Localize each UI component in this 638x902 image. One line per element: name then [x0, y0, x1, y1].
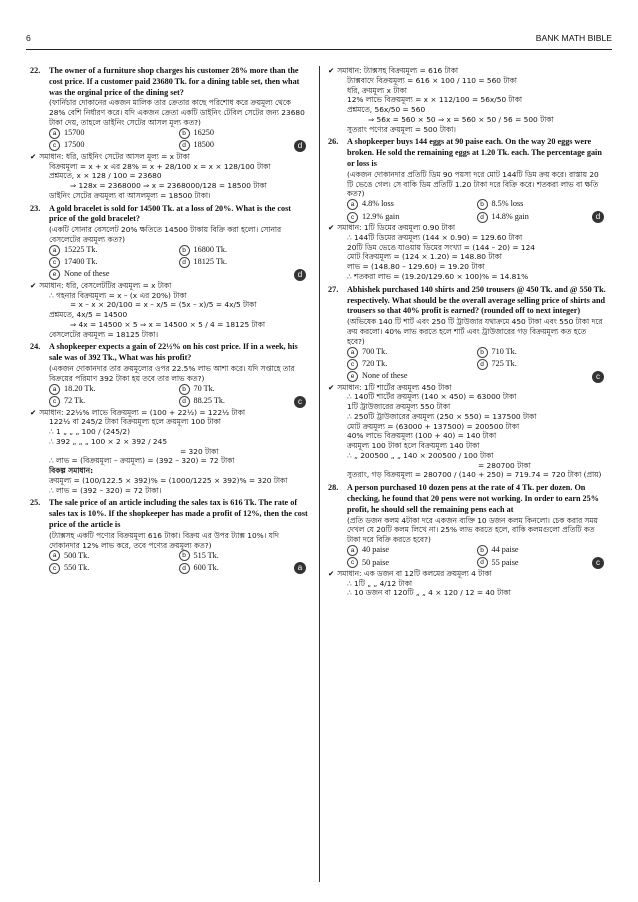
solution-line: ∴ 1 „ „ „ 100 / (245/2) [49, 427, 130, 437]
solution-line: সমাধান: ধরি, ডাইনিং সেটের আসল মূল্য = x টাকা [39, 151, 190, 161]
option-value: 72 Tk. [64, 396, 86, 406]
option-letter: d [179, 563, 190, 574]
option [179, 562, 309, 574]
option [49, 269, 308, 281]
option-value: 710 Tk. [491, 346, 517, 356]
option-value: 17500 [64, 140, 85, 150]
question-22 [30, 66, 308, 201]
solution-line: ∴ গহনার বিক্রয়মূল্য = x – (x এর 20%) টাকা [49, 290, 187, 300]
option-letter: a [49, 384, 60, 395]
option-value: 700 Tk. [362, 346, 388, 356]
option-letter: c [347, 557, 358, 568]
question-27 [328, 285, 606, 480]
solution [328, 569, 606, 598]
question-number: 25. [30, 498, 41, 508]
page-header [26, 33, 612, 47]
option-letter: a [347, 347, 358, 358]
question-text-en: The sale price of an article including the sales tax is 616 Tk. The rate of sales tax is 10%. If the shopkeeper has made a profit of 12%, then the cost price of the article is [49, 498, 308, 530]
solution-line: সমাধান: 22½% লাভে বিক্রয়মূল্য = (100 + 22½) = 122½ টাকা [39, 407, 246, 417]
solution-line: ∴ 392 „ „ „ 100 × 2 × 392 / 245 [49, 436, 168, 446]
option [347, 371, 606, 383]
options [328, 545, 606, 569]
option [49, 245, 179, 256]
question-text-en: Abhishek purchased 140 shirts and 250 trousers @ 450 Tk. and @ 550 Tk. respectively. What should be the overall average selling price of shirts and trousers so that 40% profit is earned? (rounded off to next integer) [347, 284, 606, 316]
option-value: 12.9% gain [362, 211, 400, 221]
header-rule [26, 49, 612, 50]
question-number: 24. [30, 342, 41, 352]
solution [30, 152, 308, 201]
solution-line: সুতরাং পণ্যের ক্রয়মূল্য = 500 টাকা। [347, 124, 456, 134]
check-icon: ✔ [328, 568, 335, 578]
answer-badge: c [592, 557, 604, 569]
option-letter: d [179, 396, 190, 407]
answer-badge: d [294, 269, 306, 281]
option [477, 347, 607, 358]
option-value: 18.20 Tk. [64, 383, 96, 393]
solution-line: সমাধান: 1টি ডিমের ক্রয়মূল্য 0.90 টাকা [337, 223, 456, 233]
option [49, 396, 179, 408]
option-value: 4.8% loss [362, 199, 394, 209]
solution-line: ∴ 10 ডজন বা 120টি „ „ 4 × 120 / 12 = 40 টাকা [347, 588, 511, 598]
option-value: 18500 [193, 140, 214, 150]
option-value: 50 paise [362, 557, 390, 567]
solution-line: 12% লাভে বিক্রয়মূল্য = x × 112/100 = 56x/50 টাকা [347, 95, 523, 105]
answer-badge: d [294, 140, 306, 152]
solution-line: সমাধান: এক ডজন বা 12টি কলমের ক্রয়মূল্য 4 টাকা [337, 568, 492, 578]
solution-line: ∴ 250টি ট্রাউজারের ক্রয়মূল্য (250 × 550) = 137500 টাকা [347, 411, 537, 421]
question-text-bn: (অভিষেক 140 টি শার্ট এবং 250 টি ট্রাউজার যথাক্রমে 450 টাকা এবং 550 টাকা দরে ক্রয় করলো। 40% লাভ করতে হলে শার্ট এবং ট্রাউজারের গড় বিক্রয়মূল্য কত হতে হবে?) [347, 317, 603, 346]
solution-line: সমাধান: ট্যাক্সসহ বিক্রয়মূল্য = 616 টাকা [337, 66, 459, 75]
option [179, 257, 309, 268]
solution-line: = x – x × 20/100 = x – x/5 = (5x – x)/5 = 4x/5 টাকা [70, 300, 257, 310]
option-letter: c [49, 257, 60, 268]
page-number: 6 [26, 33, 31, 43]
solution-line: লাভ = (148.80 – 129.60) = 19.20 টাকা [347, 262, 485, 272]
question-text-bn: (একজন দোকানদার প্রতিটি ডিম 90 পয়সা দরে মোট 144টি ডিম ক্রয় করে। রাস্তায় 20 টি ভেঙে গেল। সে বাকি ডিম প্রতিটি 1.20 টাকা দরে বিক্রি করে। শতকরা লাভ বা ক্ষতি কত?) [347, 169, 599, 199]
check-icon: ✔ [30, 280, 37, 290]
answer-badge: c [294, 396, 306, 408]
options [328, 199, 606, 223]
option-value: None of these [362, 371, 408, 381]
option-value: 44 paise [491, 545, 519, 555]
solution-line: ∴ 144টি ডিমের ক্রয়মূল্য (144 × 0.90) = 129.60 টাকা [347, 232, 523, 242]
option-letter: d [477, 359, 488, 370]
answer-badge: d [592, 211, 604, 223]
options [30, 550, 308, 574]
option [347, 199, 477, 210]
option [477, 211, 607, 223]
option [179, 245, 309, 256]
option-value: 88.25 Tk. [193, 396, 225, 406]
options [328, 347, 606, 383]
option-letter: b [179, 384, 190, 395]
option [179, 140, 309, 152]
option-letter: d [477, 212, 488, 223]
solution-line: ∴ „ 200500 „ „ 140 × 200500 / 100 টাকা [347, 450, 494, 460]
question-25 [30, 498, 308, 574]
options [30, 384, 308, 408]
question-text-en: A person purchased 10 dozen pens at the rate of 4 Tk. per dozen. On checking, he found that 20 pens were not working. In order to earn 25% profit, he should sell the remaining pens each at [347, 483, 599, 514]
solution-line: প্রশ্নমতে, 56x/50 = 560 [347, 105, 426, 115]
solution-line: 1টি ট্রাউজারের ক্রয়মূল্য 550 টাকা [347, 402, 451, 412]
option [49, 128, 179, 139]
check-icon: ✔ [328, 382, 335, 392]
option-letter: c [49, 396, 60, 407]
solution-line: ট্যাক্সবাদে বিক্রয়মূল্য = 616 × 100 / 110 = 560 টাকা [347, 75, 517, 85]
option-value: 515 Tk. [193, 550, 219, 560]
solution-line: মোট ক্রয়মূল্য = (63000 + 137500) = 200500 টাকা [347, 421, 520, 431]
option-letter: c [49, 563, 60, 574]
answer-badge: c [592, 371, 604, 383]
option-letter: d [179, 257, 190, 268]
solution-line: 122½ বা 245/2 টাকা বিক্রয়মূল্য হলে ক্রয়মূল্য 100 টাকা [49, 417, 221, 427]
option [179, 384, 309, 395]
option-letter: a [347, 545, 358, 556]
option-letter: e [49, 269, 60, 280]
option [477, 545, 607, 556]
solution-line: সুতরাং, গড় বিক্রয়মূল্য = 280700 / (140 + 250) = 719.74 = 720 টাকা (প্রায়) [347, 470, 602, 480]
solution-line: বেসলেটের ক্রয়মূল্য = 18125 টাকা। [49, 329, 159, 339]
option-value: 17400 Tk. [64, 256, 98, 266]
solution-line: ⇒ 4x = 14500 × 5 ⇒ x = 14500 × 5 / 4 = 18125 টাকা [70, 319, 265, 329]
option-letter: b [179, 550, 190, 561]
solution-line: ∴ লাভ = (392 – 320) = 72 টাকা। [49, 485, 162, 495]
question-text-bn: (ট্যাক্সসহ একটি পণ্যের বিক্রয়মূল্য 616 টাকা। বিক্রয় এর উপর ট্যাক্স 10%। যদি দোকানদার 12% লাভ করে, তবে পণ্যের ক্রয়মূল্য কত?) [49, 530, 279, 550]
option-letter: b [179, 245, 190, 256]
option [49, 550, 179, 561]
solution-line: প্রশ্নমতে, x × 128 / 100 = 23680 [49, 171, 162, 181]
option-letter: e [347, 371, 358, 382]
option [347, 211, 477, 223]
solution-line: মোট বিক্রয়মূল্য = (124 × 1.20) = 148.80 টাকা [347, 252, 502, 262]
option [49, 257, 179, 268]
option-value: 18125 Tk. [193, 256, 228, 266]
solution-line: সমাধান: 1টি শার্টের ক্রয়মূল্য 450 টাকা [337, 382, 452, 392]
solution [328, 223, 606, 282]
solution-line: বিক্রয়মূল্য = x + x এর 28% = x + 28/100 x = x × 128/100 টাকা [49, 161, 271, 171]
option-letter: c [347, 359, 358, 370]
option [49, 384, 179, 395]
question-number: 26. [328, 137, 339, 147]
option-letter: a [49, 128, 60, 139]
question-23 [30, 204, 308, 340]
solution-line: ∴ 140টি শার্টের ক্রয়মূল্য (140 × 450) = 63000 টাকা [347, 392, 517, 402]
option-letter: b [477, 199, 488, 210]
option-value: 15700 [64, 127, 85, 137]
question-text-bn: (একজন দোকানদার তার ক্রয়মূল্যের ওপর 22.5% লাভ আশা করে। যদি সপ্তাহে তার বিক্রয়ের পরিমাণ 392 টাকা হয় তবে তার লাভ কত?) [49, 364, 295, 383]
question-number: 27. [328, 284, 339, 294]
option-value: 15225 Tk. [64, 244, 98, 254]
option-letter: a [347, 199, 358, 210]
solution-line: 20টি ডিম ভেঙে যাওয়ায় ডিমের সংখ্যা = (144 – 20) = 124 [347, 242, 535, 252]
option-letter: b [477, 347, 488, 358]
option-value: 600 Tk. [193, 563, 219, 573]
option [179, 396, 309, 408]
check-icon: ✔ [30, 151, 37, 161]
question-text-en: A shopkeeper buys 144 eggs at 90 paise each. On the way 20 eggs were broken. He sold the remaining eggs at 1.20 Tk. each. The percentage gain or loss is [347, 137, 602, 169]
question-28 [328, 483, 606, 598]
option-value: 40 paise [362, 545, 390, 555]
option-letter: c [347, 212, 358, 223]
option [347, 347, 477, 358]
solution-line: ধরি, ক্রয়মূল্য x টাকা [347, 85, 407, 95]
solution-line: ক্রয়মূল্য = (100/122.5 × 392)% = (1000/1225 × 392)% = 320 টাকা [49, 475, 288, 485]
option [179, 128, 309, 139]
book-title: BANK MATH BIBLE [535, 33, 612, 43]
solution [328, 383, 606, 481]
question-text-bn: (প্রতি ডজন কলম 4টাকা দরে একজন ব্যক্তি 10 ডজন কলম কিনলো। চেক করার সময় দেখল যে 20টি কলম লিখে না। 25% লাভ করতে হলে, বাকি কলমগুলো প্রতিটি কত টাকা দরে বিক্রি করতে হবে?) [347, 515, 598, 545]
option-value: 500 Tk. [64, 550, 90, 560]
option-letter: a [49, 245, 60, 256]
solution-line: বিকল্প সমাধান: [49, 466, 94, 476]
check-icon: ✔ [30, 407, 37, 417]
solution-line: ⇒ 56x = 560 × 50 ⇒ x = 560 × 50 / 56 = 500 টাকা [368, 114, 554, 124]
check-icon: ✔ [328, 66, 335, 75]
option [347, 545, 477, 556]
solution-line: ক্রয়মূল্য 100 টাকা হলে বিক্রয়মূল্য 140 টাকা [347, 441, 480, 451]
solution [30, 408, 308, 496]
solution-line: 40% লাভে বিক্রয়মূল্য (100 + 40) = 140 টাকা [347, 431, 497, 441]
left-column [30, 66, 308, 577]
check-icon: ✔ [328, 223, 335, 233]
solution-line: সমাধান: ধরি, বেসলেটটির ক্রয়মূল্য = x টাকা [39, 280, 172, 290]
solution-line: ⇒ 128x = 2368000 ⇒ x = 2368000/128 = 18500 টাকা [70, 181, 267, 191]
option-value: 725 Tk. [491, 358, 517, 368]
question-number: 22. [30, 66, 41, 75]
question-24 [30, 342, 308, 495]
option-letter: d [477, 557, 488, 568]
option [49, 140, 179, 152]
solution-line: = 320 টাকা [180, 446, 219, 456]
option-letter: a [49, 550, 60, 561]
options [30, 128, 308, 152]
answer-badge: a [294, 562, 306, 574]
option-value: 720 Tk. [362, 358, 388, 368]
option-letter: d [179, 140, 190, 151]
option [477, 199, 607, 210]
options [30, 245, 308, 281]
solution-line: ∴ লাভ = (বিক্রয়মূল্য – ক্রয়মূল্য) = (392 – 320) = 72 টাকা [49, 456, 235, 466]
option-value: None of these [64, 269, 110, 279]
option-value: 14.8% gain [491, 211, 529, 221]
option-value: 55 paise [491, 557, 519, 567]
option [347, 359, 477, 370]
solution [30, 281, 308, 340]
option-letter: b [179, 128, 190, 139]
option [477, 359, 607, 370]
solution-q25 [328, 66, 606, 134]
question-text-bn: (ফার্নিচার দোকানের একজন মালিক তার ক্রেতার কাছে পরিশোধ করে ক্রয়মূল্য থেকে 28% বেশি নির্ধারণ করে। যদি একজন ক্রেতা একটি ডাইনিং টেবিল সেটের জন্য 23680 টাকা দেয়, তাহলে ডাইনিং সেটের আসল মূল্য কত?) [49, 98, 305, 128]
option [347, 557, 477, 569]
option-value: 70 Tk. [193, 383, 215, 393]
option-value: 16800 Tk. [193, 244, 228, 254]
option [179, 550, 309, 561]
option-value: 16250 [193, 127, 214, 137]
question-number: 28. [328, 483, 339, 493]
option [49, 562, 179, 574]
option-value: 8.5% loss [491, 199, 524, 209]
question-text-en: The owner of a furniture shop charges his customer 28% more than the cost price. If a customer paid 23680 Tk. for a dining table set, then what was the orginal price of the dining set? [49, 66, 300, 97]
solution-line: প্রশ্নমতে, 4x/5 = 14500 [49, 310, 128, 320]
solution-line: ∴ শতকরা লাভ = (19.20/129.60 × 100)% = 14.81% [347, 271, 529, 281]
option-letter: b [477, 545, 488, 556]
solution-line: ডাইনিং সেটের ক্রয়মূল্য বা আসলমূল্য = 18500 টাকা। [49, 190, 211, 200]
question-text-en: A shopkeeper expects a gain of 22½% on his cost price. If in a week, his sale was of 392 Tk., What was his profit? [49, 342, 298, 363]
option-value: 550 Tk. [64, 563, 90, 573]
question-text-bn: (একটি সোনার বেসলেট 20% ক্ষতিতে 14500 টাকায় বিক্রি করা হলো। সোনার বেসলেটের ক্রয়মূল্য কত?) [49, 225, 282, 245]
option [477, 557, 607, 569]
solution-line: ∴ 1টি „ „ 4/12 টাকা [347, 578, 413, 588]
solution-line: = 280700 টাকা [478, 460, 531, 470]
question-number: 23. [30, 203, 41, 213]
question-26 [328, 137, 606, 281]
option-letter: c [49, 140, 60, 151]
column-divider [319, 66, 320, 882]
right-column [328, 66, 606, 601]
question-text-en: A gold bracelet is sold for 14500 Tk. at a loss of 20%. What is the cost price of the gold bracelet? [49, 203, 291, 224]
